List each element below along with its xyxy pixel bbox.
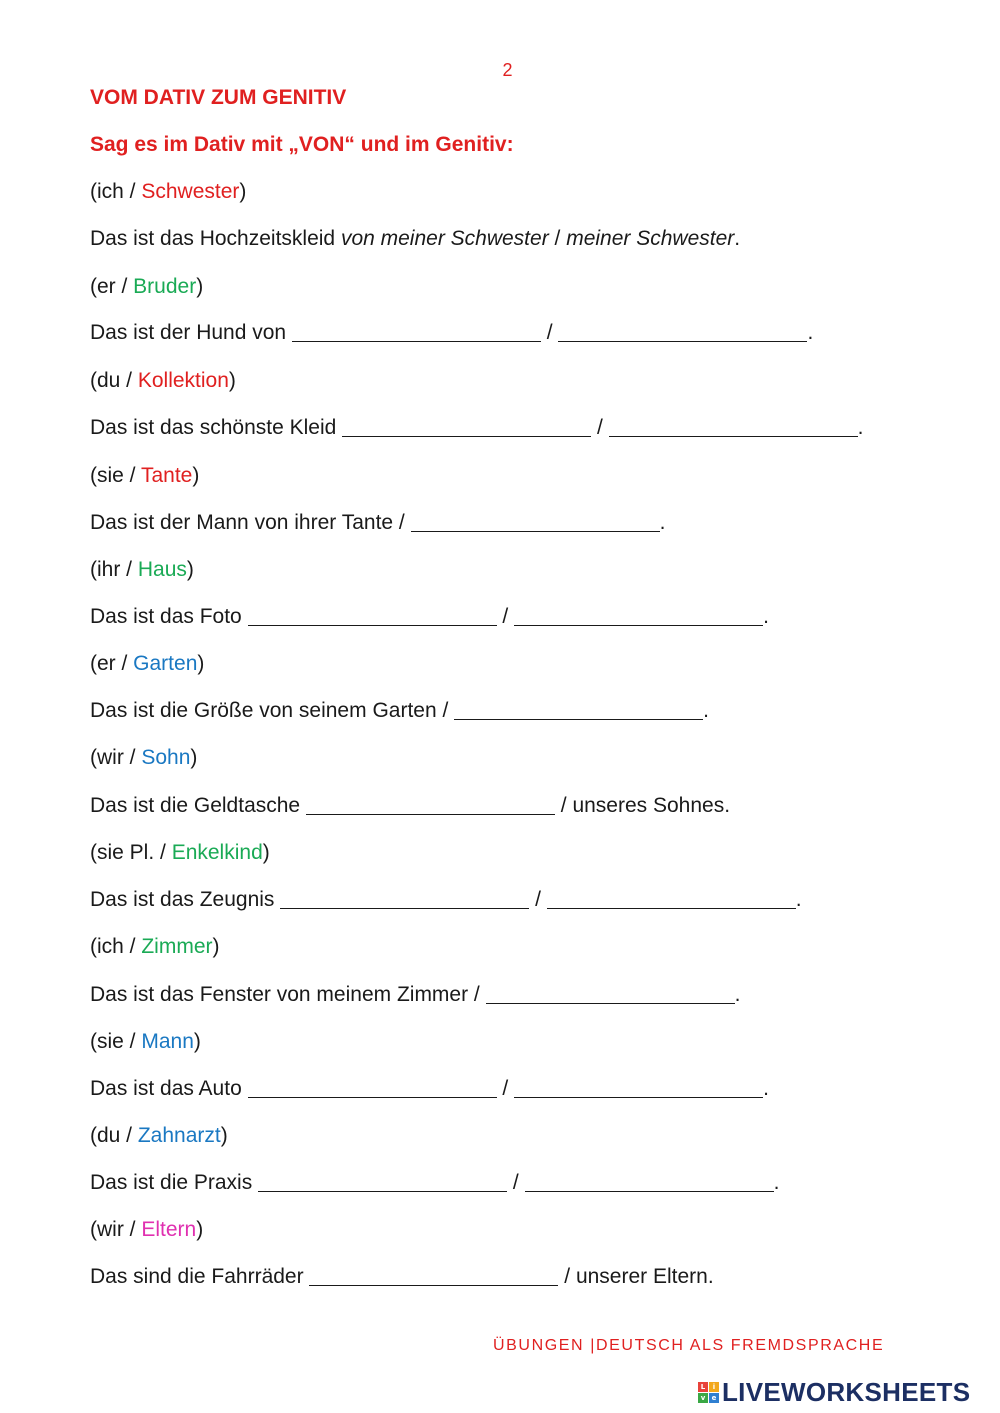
cue-noun: Schwester	[141, 180, 240, 203]
sentence-text: /	[540, 321, 559, 344]
sentence-text: .	[773, 1171, 780, 1194]
cue-close: )	[212, 935, 220, 958]
sentence-line	[90, 511, 665, 535]
cue-line	[90, 464, 199, 488]
answer-blank[interactable]	[248, 605, 497, 626]
sentence-line	[90, 1265, 714, 1289]
cue-pronoun: (er /	[90, 652, 134, 675]
cue-line	[90, 1218, 203, 1242]
cue-noun: Kollektion	[137, 369, 229, 392]
sentence-text: Das ist das schönste Kleid	[90, 416, 343, 439]
answer-blank[interactable]	[342, 416, 591, 437]
cue-pronoun: (er /	[90, 275, 134, 298]
answer-blank[interactable]	[514, 605, 763, 626]
sentence-text: /	[591, 416, 609, 439]
cue-line	[90, 935, 220, 959]
cue-line	[90, 652, 204, 676]
answer-blank[interactable]	[292, 321, 541, 342]
answer-blank[interactable]	[486, 983, 735, 1004]
sentence-text: .	[659, 511, 666, 534]
instruction: Sag es im Dativ mit „VON“ und im Genitiv:	[90, 133, 514, 156]
answer-blank[interactable]	[280, 888, 529, 909]
sentence-text: / unseres Sohnes.	[554, 794, 731, 817]
cue-close: )	[190, 746, 198, 769]
cue-pronoun: (du /	[90, 1124, 138, 1147]
logo-tile: e	[709, 1393, 719, 1403]
sentence-line	[90, 888, 802, 912]
cue-line	[90, 841, 270, 865]
sentence-text: Das ist das Foto	[90, 605, 248, 628]
logo-tile: v	[698, 1393, 708, 1403]
answer-blank[interactable]	[454, 699, 703, 720]
sentence-text: /	[548, 227, 567, 250]
sentence-line	[90, 416, 863, 440]
cue-close: )	[186, 558, 194, 581]
cue-line	[90, 275, 203, 299]
sentence-text: .	[703, 699, 709, 722]
cue-pronoun: (sie Pl. /	[90, 841, 172, 864]
cue-pronoun: (wir /	[90, 1218, 142, 1241]
cue-noun: Eltern	[141, 1218, 197, 1241]
cue-line	[90, 369, 236, 393]
sentence-text: .	[857, 416, 864, 439]
cue-close: )	[197, 652, 205, 675]
sentence-text: .	[795, 888, 802, 911]
sentence-text: .	[734, 227, 741, 250]
answer-blank[interactable]	[309, 1265, 558, 1286]
cue-pronoun: (ich /	[90, 180, 142, 203]
sentence-text: Das sind die Fahrräder	[90, 1265, 310, 1288]
cue-close: )	[196, 1218, 204, 1241]
answer-blank[interactable]	[609, 416, 858, 437]
cue-line	[90, 1124, 228, 1148]
sentence-text: Das ist der Mann von ihrer Tante /	[90, 511, 411, 534]
sentence-text: .	[763, 1077, 769, 1100]
page-number: 2	[502, 60, 513, 80]
sentence-text: .	[734, 983, 741, 1006]
sentence-text: /	[496, 605, 515, 628]
cue-pronoun: (ihr /	[90, 558, 138, 581]
worksheet-title: VOM DATIV ZUM GENITIV	[90, 86, 347, 109]
cue-noun: Mann	[141, 1030, 194, 1053]
cue-close: )	[192, 464, 200, 487]
answer-blank[interactable]	[558, 321, 807, 342]
cue-noun: Bruder	[133, 275, 197, 298]
sentence-text: Das ist das Fenster von meinem Zimmer /	[90, 983, 486, 1006]
sentence-line	[90, 1171, 779, 1195]
example-answer: von meiner Schwester	[340, 227, 549, 250]
brand-name: LIVEWORKSHEETS	[722, 1377, 971, 1407]
sentence-line	[90, 794, 730, 818]
cue-noun: Tante	[140, 464, 193, 487]
sentence-line	[90, 983, 740, 1007]
cue-noun: Haus	[137, 558, 187, 581]
answer-blank[interactable]	[525, 1171, 774, 1192]
cue-pronoun: (wir /	[90, 746, 142, 769]
cue-close: )	[239, 180, 247, 203]
sentence-text: Das ist die Praxis	[90, 1171, 259, 1194]
answer-blank[interactable]	[306, 794, 555, 815]
cue-line	[90, 558, 194, 582]
logo-tile: i	[709, 1382, 719, 1392]
cue-close: )	[220, 1124, 228, 1147]
sentence-line	[90, 1077, 769, 1101]
sentence-line	[90, 227, 740, 251]
liveworksheets-logo-icon	[698, 1382, 719, 1403]
cue-line	[90, 746, 197, 770]
cue-noun: Zimmer	[141, 935, 213, 958]
sentence-text: / unserer Eltern.	[558, 1265, 714, 1288]
cue-noun: Enkelkind	[171, 841, 263, 864]
cue-pronoun: (du /	[90, 369, 138, 392]
cue-pronoun: (ich /	[90, 935, 142, 958]
sentence-text: /	[529, 888, 547, 911]
sentence-text: /	[496, 1077, 515, 1100]
cue-close: )	[196, 275, 204, 298]
cue-pronoun: (sie /	[90, 464, 141, 487]
cue-line	[90, 180, 246, 204]
example-answer: meiner Schwester	[566, 227, 735, 250]
cue-close: )	[193, 1030, 201, 1053]
cue-noun: Zahnarzt	[137, 1124, 221, 1147]
answer-blank[interactable]	[547, 888, 796, 909]
footer-text: ÜBUNGEN |DEUTSCH ALS FREMDSPRACHE	[493, 1337, 885, 1354]
cue-noun: Garten	[133, 652, 198, 675]
sentence-text: Das ist das Hochzeitskleid	[90, 227, 341, 250]
sentence-text: Das ist die Geldtasche	[90, 794, 306, 817]
answer-blank[interactable]	[248, 1077, 497, 1098]
cue-pronoun: (sie /	[90, 1030, 142, 1053]
sentence-text: Das ist der Hund von	[90, 321, 292, 344]
cue-noun: Sohn	[141, 746, 191, 769]
cue-line	[90, 1030, 201, 1054]
sentence-line	[90, 605, 769, 629]
liveworksheets-brand[interactable]	[698, 1377, 970, 1408]
cue-close: )	[262, 841, 270, 864]
sentence-text: Das ist die Größe von seinem Garten /	[90, 699, 455, 722]
sentence-text: /	[507, 1171, 525, 1194]
cue-close: )	[228, 369, 236, 392]
answer-blank[interactable]	[258, 1171, 507, 1192]
logo-tile: L	[698, 1382, 708, 1392]
sentence-text: Das ist das Zeugnis	[90, 888, 281, 911]
sentence-line	[90, 699, 709, 723]
sentence-text: .	[807, 321, 814, 344]
answer-blank[interactable]	[514, 1077, 763, 1098]
sentence-text: .	[763, 605, 769, 628]
sentence-line	[90, 321, 813, 345]
answer-blank[interactable]	[411, 511, 660, 532]
sentence-text: Das ist das Auto	[90, 1077, 248, 1100]
